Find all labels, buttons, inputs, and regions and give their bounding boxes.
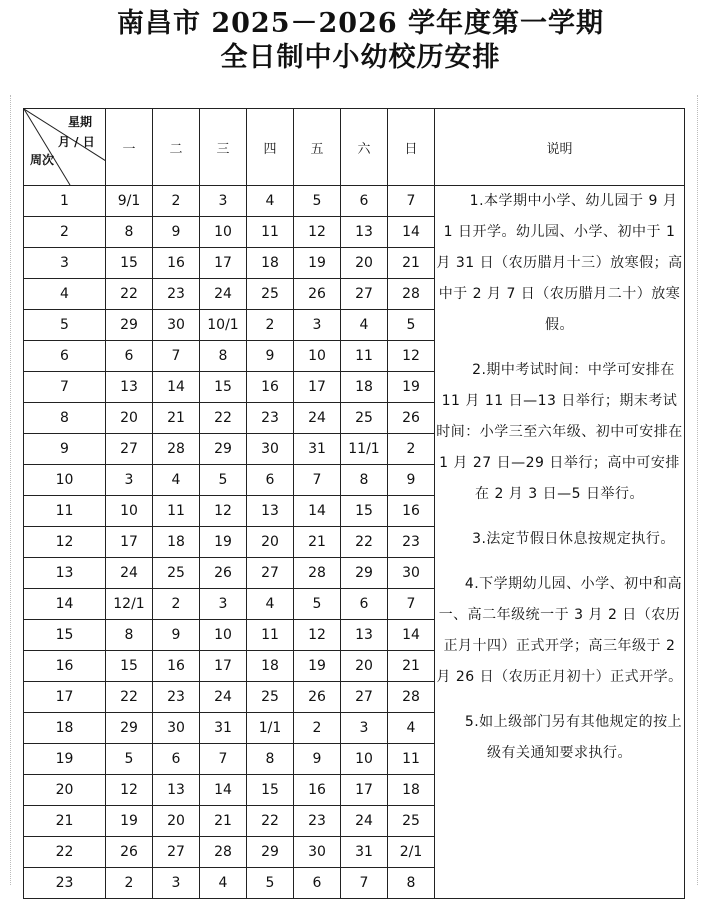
date-cell: 18: [247, 651, 294, 682]
date-cell: 8: [388, 868, 435, 899]
week-number-cell: 1: [24, 186, 106, 217]
date-cell: 28: [200, 837, 247, 868]
date-cell: 23: [153, 682, 200, 713]
week-number-cell: 8: [24, 403, 106, 434]
date-cell: 22: [247, 806, 294, 837]
date-cell: 13: [341, 217, 388, 248]
date-cell: 11: [341, 341, 388, 372]
date-cell: 25: [388, 806, 435, 837]
week-number-cell: 4: [24, 279, 106, 310]
weekday-header: 一: [106, 109, 153, 186]
date-cell: 12: [106, 775, 153, 806]
date-cell: 30: [294, 837, 341, 868]
date-cell: 30: [247, 434, 294, 465]
week-row: [24, 186, 685, 217]
corner-label-weekday: 星期: [68, 115, 93, 129]
date-cell: 2: [153, 589, 200, 620]
date-cell: 22: [200, 403, 247, 434]
date-cell: 16: [153, 248, 200, 279]
document-title-line-1: 南昌市 2025－2026 学年度第一学期: [116, 8, 605, 39]
date-cell: 16: [153, 651, 200, 682]
date-cell: 12: [294, 620, 341, 651]
date-cell: 4: [153, 465, 200, 496]
date-cell: 17: [341, 775, 388, 806]
date-cell: 14: [294, 496, 341, 527]
weekday-header: 六: [341, 109, 388, 186]
date-cell: 28: [388, 279, 435, 310]
date-cell: 15: [341, 496, 388, 527]
notes-cell: [435, 186, 685, 899]
date-cell: 24: [200, 682, 247, 713]
date-cell: 5: [200, 465, 247, 496]
date-cell: 6: [247, 465, 294, 496]
date-cell: 29: [341, 558, 388, 589]
week-number-cell: 19: [24, 744, 106, 775]
date-cell: 4: [200, 868, 247, 899]
date-cell: 2/1: [388, 837, 435, 868]
note-item: 4.下学期幼儿园、小学、初中和高一、高二年级统一于 3 月 2 日（农历正月十四）正式开学；高三年级于 2 月 26 日（农历正月初十）正式开学。: [436, 576, 683, 685]
date-cell: 3: [341, 713, 388, 744]
date-cell: 29: [106, 310, 153, 341]
weekday-header: 二: [153, 109, 200, 186]
date-cell: 5: [388, 310, 435, 341]
date-cell: 29: [200, 434, 247, 465]
date-cell: 24: [200, 279, 247, 310]
date-cell: 6: [341, 589, 388, 620]
date-cell: 3: [200, 186, 247, 217]
week-number-cell: 3: [24, 248, 106, 279]
date-cell: 9: [247, 341, 294, 372]
calendar-body: [24, 186, 685, 899]
notes-header: 说明: [435, 109, 685, 186]
note-item: 2.期中考试时间：中学可安排在 11 月 11 日—13 日举行；期末考试时间：小学三至六年级、初中可安排在 1 月 27 日—29 日举行；高中可安排在 2 月 3 日—5 日举行。: [436, 362, 683, 502]
date-cell: 24: [106, 558, 153, 589]
week-number-cell: 16: [24, 651, 106, 682]
date-cell: 24: [294, 403, 341, 434]
date-cell: 25: [247, 682, 294, 713]
date-cell: 20: [341, 651, 388, 682]
date-cell: 26: [388, 403, 435, 434]
week-number-cell: 13: [24, 558, 106, 589]
date-cell: 21: [153, 403, 200, 434]
date-cell: 11: [153, 496, 200, 527]
date-cell: 31: [294, 434, 341, 465]
school-calendar-table: [23, 108, 685, 899]
date-cell: 7: [200, 744, 247, 775]
date-cell: 13: [106, 372, 153, 403]
week-number-cell: 20: [24, 775, 106, 806]
date-cell: 15: [106, 248, 153, 279]
date-cell: 7: [388, 186, 435, 217]
date-cell: 22: [341, 527, 388, 558]
date-cell: 26: [294, 279, 341, 310]
week-number-cell: 22: [24, 837, 106, 868]
date-cell: 2: [294, 713, 341, 744]
date-cell: 4: [247, 186, 294, 217]
date-cell: 27: [153, 837, 200, 868]
page-margin-guide-left: [10, 95, 12, 885]
date-cell: 27: [106, 434, 153, 465]
date-cell: 14: [200, 775, 247, 806]
date-cell: 3: [153, 868, 200, 899]
date-cell: 20: [341, 248, 388, 279]
weekday-header: 四: [247, 109, 294, 186]
week-number-cell: 10: [24, 465, 106, 496]
date-cell: 12: [200, 496, 247, 527]
date-cell: 17: [200, 651, 247, 682]
date-cell: 3: [200, 589, 247, 620]
date-cell: 6: [153, 744, 200, 775]
date-cell: 27: [341, 279, 388, 310]
date-cell: 1/1: [247, 713, 294, 744]
corner-label-month-day: 月 / 日: [58, 135, 95, 149]
date-cell: 16: [388, 496, 435, 527]
date-cell: 13: [341, 620, 388, 651]
date-cell: 7: [153, 341, 200, 372]
date-cell: 8: [106, 620, 153, 651]
date-cell: 8: [106, 217, 153, 248]
date-cell: 18: [341, 372, 388, 403]
date-cell: 8: [200, 341, 247, 372]
date-cell: 9/1: [106, 186, 153, 217]
date-cell: 20: [247, 527, 294, 558]
date-cell: 10: [341, 744, 388, 775]
date-cell: 12/1: [106, 589, 153, 620]
date-cell: 6: [294, 868, 341, 899]
corner-label-week-number: 周次: [30, 153, 55, 167]
week-number-cell: 9: [24, 434, 106, 465]
date-cell: 7: [388, 589, 435, 620]
date-cell: 10/1: [200, 310, 247, 341]
week-number-cell: 6: [24, 341, 106, 372]
date-cell: 22: [106, 682, 153, 713]
date-cell: 2: [247, 310, 294, 341]
weekday-header: 三: [200, 109, 247, 186]
date-cell: 17: [294, 372, 341, 403]
date-cell: 15: [247, 775, 294, 806]
date-cell: 3: [106, 465, 153, 496]
date-cell: 20: [106, 403, 153, 434]
date-cell: 23: [247, 403, 294, 434]
date-cell: 4: [341, 310, 388, 341]
date-cell: 20: [153, 806, 200, 837]
date-cell: 9: [388, 465, 435, 496]
date-cell: 10: [200, 217, 247, 248]
date-cell: 16: [247, 372, 294, 403]
note-item: 3.法定节假日休息按规定执行。: [472, 531, 675, 547]
date-cell: 30: [388, 558, 435, 589]
date-cell: 17: [200, 248, 247, 279]
date-cell: 11/1: [341, 434, 388, 465]
week-number-cell: 23: [24, 868, 106, 899]
date-cell: 31: [341, 837, 388, 868]
date-cell: 10: [294, 341, 341, 372]
date-cell: 26: [294, 682, 341, 713]
date-cell: 11: [247, 620, 294, 651]
document-title-line-2: 全日制中小幼校历安排: [220, 42, 501, 73]
date-cell: 30: [153, 310, 200, 341]
date-cell: 15: [200, 372, 247, 403]
date-cell: 23: [153, 279, 200, 310]
date-cell: 12: [388, 341, 435, 372]
date-cell: 27: [341, 682, 388, 713]
date-cell: 18: [247, 248, 294, 279]
date-cell: 2: [106, 868, 153, 899]
date-cell: 26: [200, 558, 247, 589]
note-item: 5.如上级部门另有其他规定的按上级有关通知要求执行。: [464, 714, 683, 761]
date-cell: 11: [247, 217, 294, 248]
date-cell: 9: [153, 620, 200, 651]
date-cell: 16: [294, 775, 341, 806]
date-cell: 5: [294, 186, 341, 217]
date-cell: 2: [388, 434, 435, 465]
date-cell: 21: [294, 527, 341, 558]
date-cell: 19: [200, 527, 247, 558]
date-cell: 11: [388, 744, 435, 775]
date-cell: 19: [294, 248, 341, 279]
date-cell: 13: [153, 775, 200, 806]
week-number-cell: 18: [24, 713, 106, 744]
date-cell: 28: [153, 434, 200, 465]
week-number-cell: 7: [24, 372, 106, 403]
date-cell: 19: [106, 806, 153, 837]
date-cell: 19: [294, 651, 341, 682]
date-cell: 3: [294, 310, 341, 341]
date-cell: 5: [106, 744, 153, 775]
date-cell: 30: [153, 713, 200, 744]
week-number-cell: 21: [24, 806, 106, 837]
date-cell: 21: [200, 806, 247, 837]
date-cell: 21: [388, 651, 435, 682]
weekday-header: 日: [388, 109, 435, 186]
date-cell: 28: [294, 558, 341, 589]
week-number-cell: 12: [24, 527, 106, 558]
week-number-cell: 5: [24, 310, 106, 341]
date-cell: 2: [153, 186, 200, 217]
week-number-cell: 11: [24, 496, 106, 527]
date-cell: 14: [153, 372, 200, 403]
date-cell: 4: [388, 713, 435, 744]
date-cell: 27: [247, 558, 294, 589]
date-cell: 14: [388, 217, 435, 248]
date-cell: 7: [341, 868, 388, 899]
date-cell: 8: [341, 465, 388, 496]
date-cell: 4: [247, 589, 294, 620]
date-cell: 18: [388, 775, 435, 806]
page-margin-guide-right: [697, 95, 699, 885]
date-cell: 5: [247, 868, 294, 899]
date-cell: 13: [247, 496, 294, 527]
date-cell: 6: [106, 341, 153, 372]
date-cell: 26: [106, 837, 153, 868]
week-number-cell: 17: [24, 682, 106, 713]
date-cell: 10: [106, 496, 153, 527]
date-cell: 22: [106, 279, 153, 310]
date-cell: 6: [341, 186, 388, 217]
date-cell: 19: [388, 372, 435, 403]
date-cell: 9: [294, 744, 341, 775]
note-item: 1.本学期中小学、幼儿园于 9 月 1 日开学。幼儿园、小学、初中于 1 月 31 日（农历腊月十三）放寒假；高中于 2 月 7 日（农历腊月二十）放寒假。: [436, 193, 683, 333]
date-cell: 8: [247, 744, 294, 775]
corner-header-cell: [24, 109, 106, 186]
date-cell: 5: [294, 589, 341, 620]
date-cell: 12: [294, 217, 341, 248]
date-cell: 23: [388, 527, 435, 558]
date-cell: 21: [388, 248, 435, 279]
weekday-header: 五: [294, 109, 341, 186]
date-cell: 18: [153, 527, 200, 558]
date-cell: 10: [200, 620, 247, 651]
date-cell: 17: [106, 527, 153, 558]
week-number-cell: 14: [24, 589, 106, 620]
date-cell: 25: [341, 403, 388, 434]
date-cell: 25: [247, 279, 294, 310]
date-cell: 14: [388, 620, 435, 651]
header-row: [24, 109, 685, 186]
week-number-cell: 2: [24, 217, 106, 248]
date-cell: 7: [294, 465, 341, 496]
date-cell: 29: [106, 713, 153, 744]
date-cell: 25: [153, 558, 200, 589]
week-number-cell: 15: [24, 620, 106, 651]
date-cell: 28: [388, 682, 435, 713]
date-cell: 9: [153, 217, 200, 248]
date-cell: 24: [341, 806, 388, 837]
date-cell: 31: [200, 713, 247, 744]
date-cell: 23: [294, 806, 341, 837]
date-cell: 15: [106, 651, 153, 682]
date-cell: 29: [247, 837, 294, 868]
